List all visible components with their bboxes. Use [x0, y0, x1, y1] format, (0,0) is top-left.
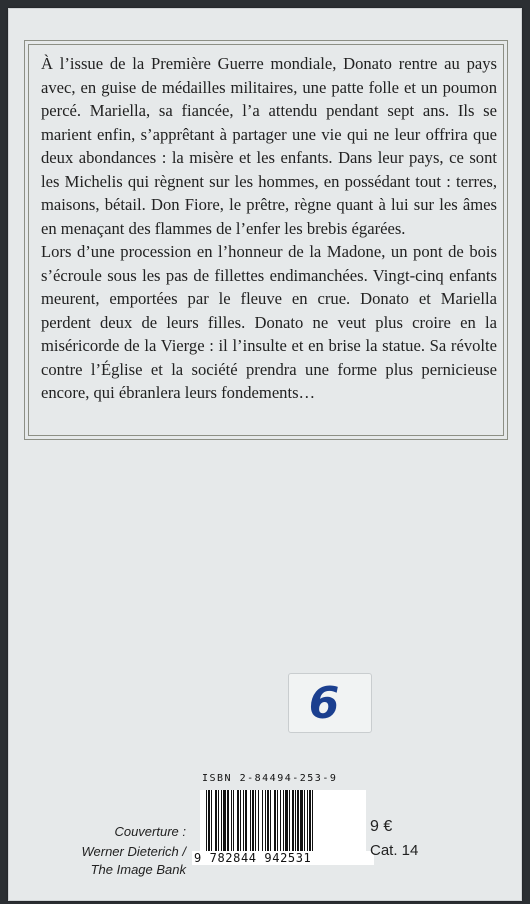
barcode-digits: 9 782844 942531 — [192, 851, 374, 865]
blurb-paragraph-2: Lors d’une procession en l’honneur de la Madone, un pont de bois s’écroule sous les pas de fillettes endimanchées. Vingt-cinq enfants meurent, emportées par le fleuve en crue. Donato et Mariella perdent deux de leurs filles. Donato ne veut plus croire en la miséricorde de la Vierge : il l’insulte et en brise la statue. Sa révolte contre l’Église et la société prendra une forme plus pernicieuse encore, qui ébranlera leurs fondements… — [41, 242, 497, 402]
blurb-text — [41, 52, 497, 405]
cover-credit-line-1: Couverture : — [114, 824, 186, 839]
blurb-paragraph-1: À l’issue de la Première Guerre mondiale, Donato rentre au pays avec, en guise de médailles militaires, une patte folle et un poumon percé. Mariella, sa fiancée, l’a attendu pendant sept ans. Ils se marient enfin, s’apprêtant à partager une vie qui ne leur offrira que deux abondances : la misère et les enfants. Dans leur pays, ce sont les Michelis qui règnent sur les hommes, en possédant tout : terres, maisons, bétail. Don Fiore, le prêtre, règne quant à lui sur les âmes en menaçant des flammes de l’enfer les brebis égarées. — [41, 54, 497, 238]
cover-credit-line-3: The Image Bank — [90, 862, 186, 877]
handwritten-mark: 6 — [308, 678, 340, 729]
cover-credit-line-2: Werner Dieterich / — [81, 844, 186, 859]
barcode-gap — [313, 790, 315, 852]
category: Cat. 14 — [370, 842, 419, 859]
isbn-label: ISBN 2-84494-253-9 — [202, 773, 338, 784]
price: 9 € — [370, 818, 393, 835]
barcode-icon — [200, 790, 366, 852]
